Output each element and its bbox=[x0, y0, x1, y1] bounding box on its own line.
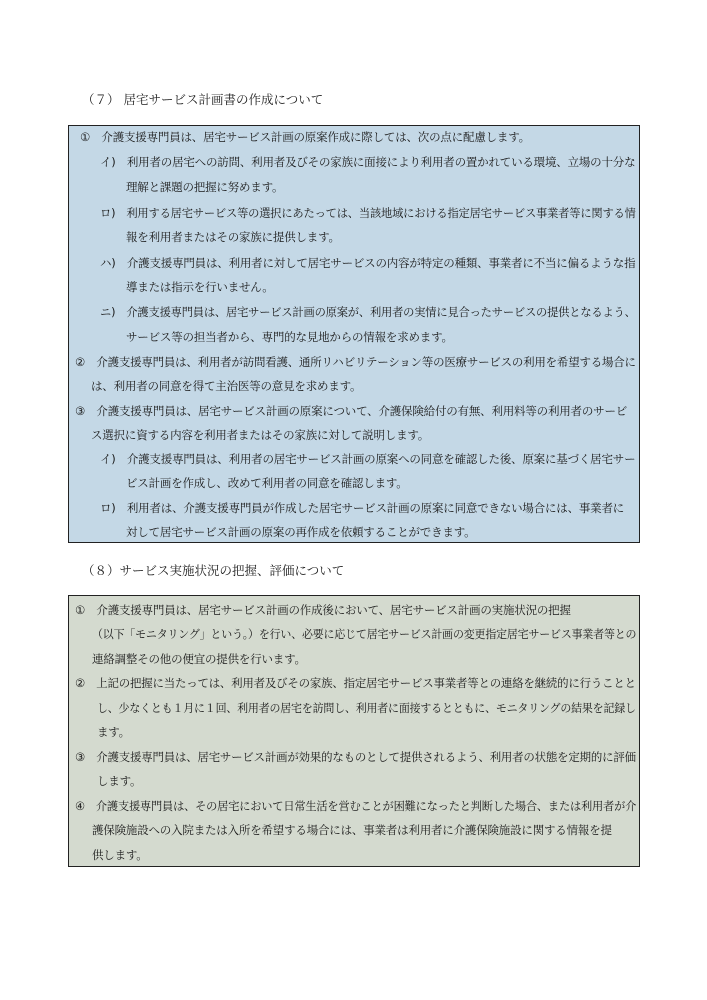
section-7-heading: （７） 居宅サービス計画書の作成について bbox=[82, 92, 324, 107]
s7-item-1-ha-cont: 導または指示を行いません。 bbox=[126, 280, 274, 294]
s7-item-3-ro-cont: 対して居宅サービス計画の原案の再作成を依頼することができます。 bbox=[126, 525, 476, 539]
s7-item-1-i: イ) 利用者の居宅への訪問、利用者及びその家族に面接により利用者の置かれている環境、立場の十分な bbox=[100, 155, 636, 169]
s7-item-1-ro-cont: 報を利用者またはその家族に提供します。 bbox=[126, 230, 340, 244]
s7-item-3-ro: ロ) 利用者は、介護支援専門員が作成した居宅サービス計画の原案に同意できない場合には、事業者に bbox=[100, 501, 625, 515]
s7-item-3-cont: ス選択に資する内容を利用者またはその家族に対して説明します。 bbox=[91, 428, 430, 442]
s7-item-1-ro: ロ) 利用する居宅サービス等の選択にあたっては、当該地域における指定居宅サービス事業者等に関する情 bbox=[100, 206, 636, 220]
s8-item-2-cont-a: し、少なくとも１月に１回、利用者の居宅を訪問し、利用者に面接するとともに、モニタリングの結果を記録し bbox=[97, 701, 636, 715]
s8-item-1-cont-a: （以下「モニタリング」という。）を行い、必要に応じて居宅サービス計画の変更指定居宅サービス事業者等との bbox=[92, 627, 637, 641]
s7-item-2-cont: は、利用者の同意を得て主治医等の意見を求めます。 bbox=[91, 379, 362, 393]
s7-item-3-i: イ) 介護支援専門員は、利用者の居宅サービス計画の原案への同意を確認した後、原案に基づく居宅サー bbox=[100, 452, 636, 466]
s7-item-1-ni: ニ) 介護支援専門員は、居宅サービス計画の原案が、利用者の実情に見合ったサービスの提供となるよう、 bbox=[100, 305, 636, 319]
s8-item-4: ④ 介護支援専門員は、その居宅において日常生活を営むことが困難になったと判断した場合、または利用者が介 bbox=[75, 799, 637, 813]
s7-item-1-ha: ハ) 介護支援専門員は、利用者に対して居宅サービスの内容が特定の種類、事業者に不当に偏るような指 bbox=[100, 256, 636, 270]
s7-item-3: ③ 介護支援専門員は、居宅サービス計画の原案について、介護保険給付の有無、利用料等の利用者のサービ bbox=[75, 404, 628, 418]
s8-item-1-cont-b: 連絡調整その他の便宜の提供を行います。 bbox=[92, 652, 306, 666]
s7-item-1-ni-cont: サービス等の担当者から、専門的な見地からの情報を求めます。 bbox=[126, 330, 453, 344]
s8-item-4-cont-a: 護保険施設への入院または入所を希望する場合には、事業者は利用者に介護保険施設に関する情報を提 bbox=[92, 823, 612, 837]
s8-item-2-cont-b: ます。 bbox=[97, 725, 130, 739]
s8-item-2: ② 上記の把握に当たっては、利用者及びその家族、指定居宅サービス事業者等との連絡を継続的に行うことと bbox=[75, 676, 636, 690]
s8-item-3-cont: します。 bbox=[97, 774, 142, 788]
s8-item-3: ③ 介護支援専門員は、居宅サービス計画が効果的なものとして提供されるよう、利用者の状態を定期的に評価 bbox=[75, 750, 636, 764]
s8-item-1: ① 介護支援専門員は、居宅サービス計画の作成後において、居宅サービス計画の実施状況の把握 bbox=[75, 603, 571, 617]
s7-item-2: ② 介護支援専門員は、利用者が訪問看護、通所リハビリテーション等の医療サービスの利用を希望する場合に bbox=[75, 355, 636, 369]
s7-item-1: ① 介護支援専門員は、居宅サービス計画の原案作成に際しては、次の点に配慮します。 bbox=[80, 130, 530, 144]
s8-item-4-cont-b: 供します。 bbox=[92, 848, 148, 862]
section-8-heading: （８）サービス実施状況の把握、評価について bbox=[82, 563, 345, 578]
s7-item-3-i-cont: ビス計画を作成し、改めて利用者の同意を確認します。 bbox=[126, 476, 408, 490]
s7-item-1-i-cont: 理解と課題の把握に努めます。 bbox=[126, 180, 284, 194]
